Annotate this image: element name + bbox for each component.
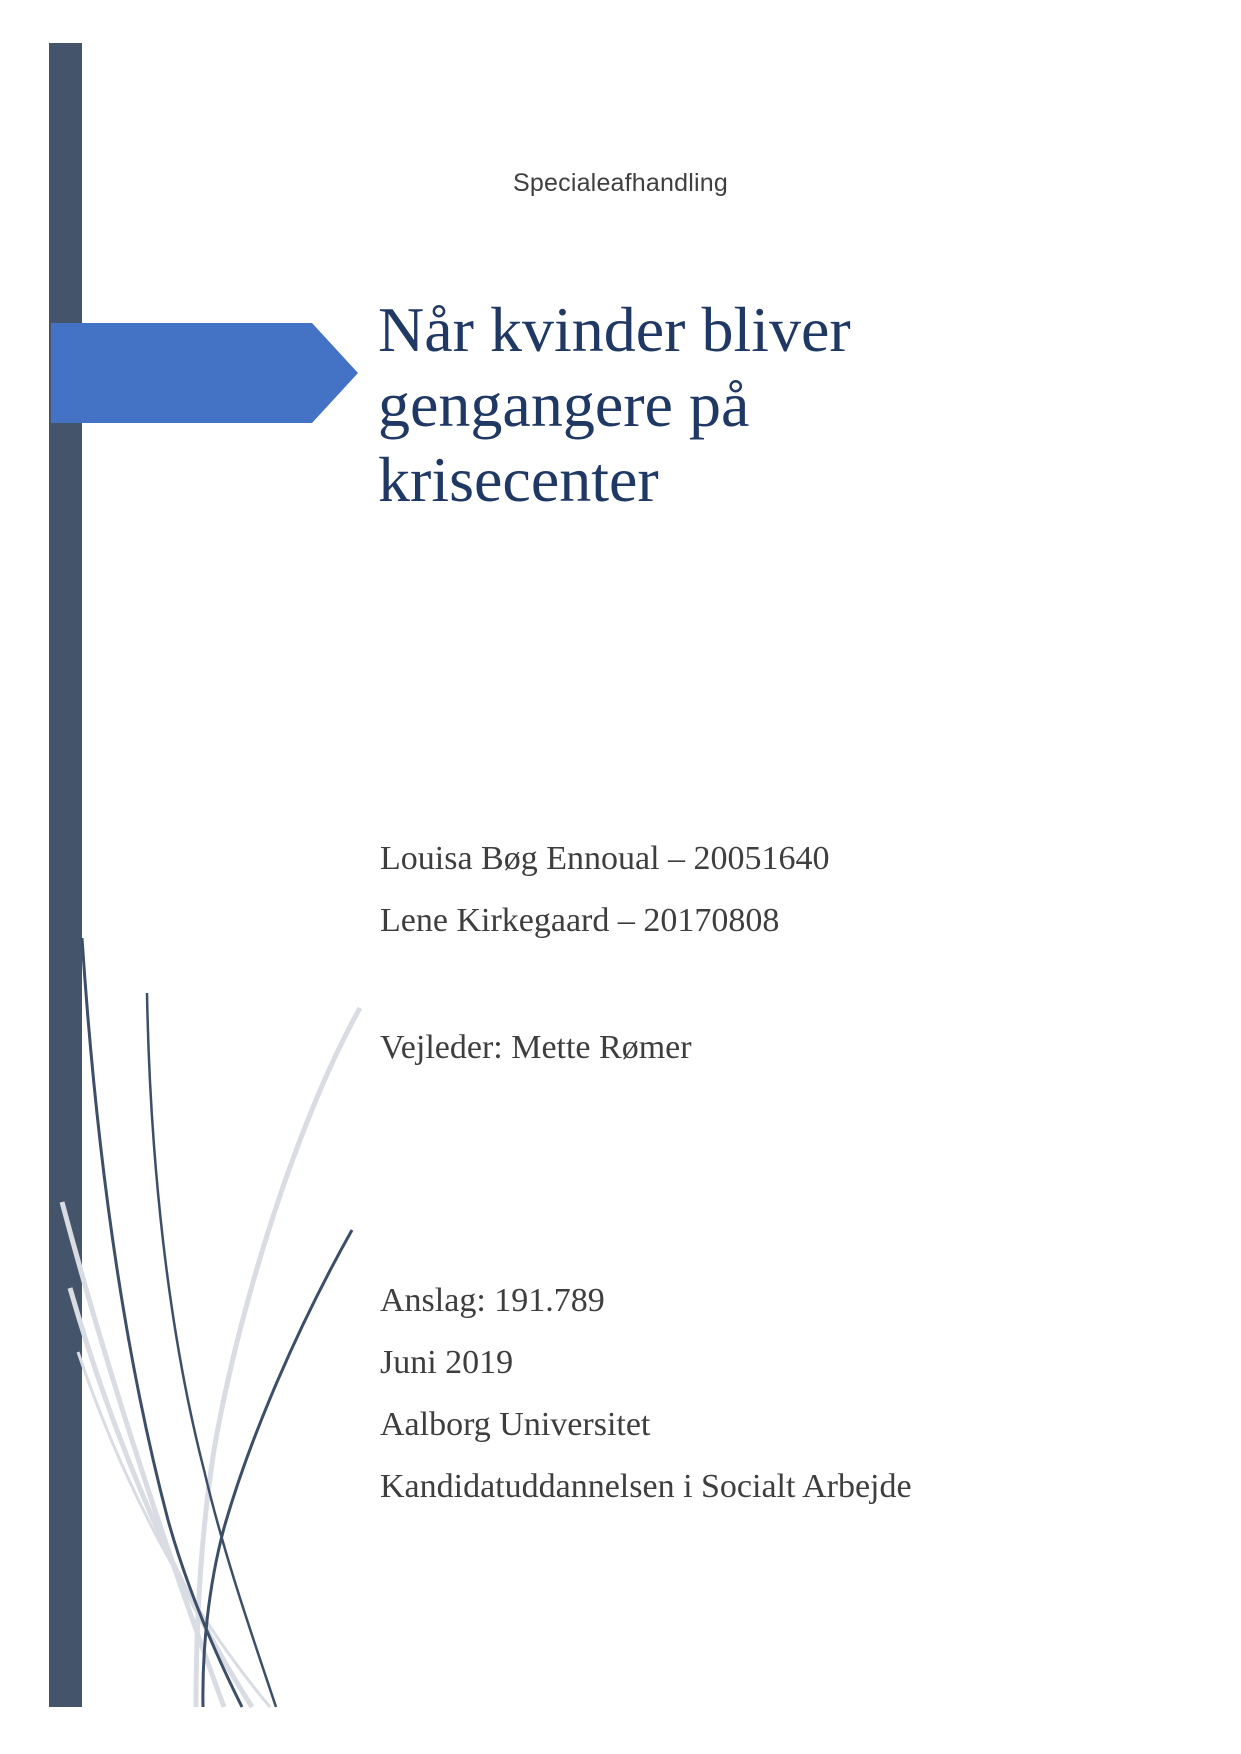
curve-line-light [62, 1202, 224, 1707]
author-line: Lene Kirkegaard – 20170808 [380, 902, 780, 939]
supervisor-line: Vejleder: Mette Rømer [380, 1029, 692, 1066]
page-title-line: krisecenter [378, 444, 659, 515]
authors-block [380, 828, 830, 952]
detail-line-anslag: Anslag: 191.789 [380, 1282, 605, 1319]
detail-line-university: Aalborg Universitet [380, 1406, 651, 1443]
title-arrow-shape [51, 323, 358, 423]
accent-bar [49, 43, 82, 1707]
curve-line-dark [147, 993, 276, 1707]
page-title-line: gengangere på [378, 369, 750, 440]
detail-line-programme: Kandidatuddannelsen i Socialt Arbejde [380, 1468, 912, 1505]
page-title [378, 292, 998, 517]
page-title-line: Når kvinder bliver [378, 294, 851, 365]
curve-line-light [78, 1352, 270, 1707]
detail-line-date: Juni 2019 [380, 1344, 514, 1381]
details-block [380, 1270, 912, 1518]
curve-line-dark [82, 938, 242, 1707]
supervisor-block [380, 1017, 692, 1079]
curve-line-dark [203, 1230, 352, 1707]
curve-line-light [70, 1288, 252, 1707]
curve-line-light [196, 1008, 360, 1707]
author-line: Louisa Bøg Ennoual – 20051640 [380, 840, 830, 877]
doc-type-label: Specialeafhandling [513, 169, 728, 197]
